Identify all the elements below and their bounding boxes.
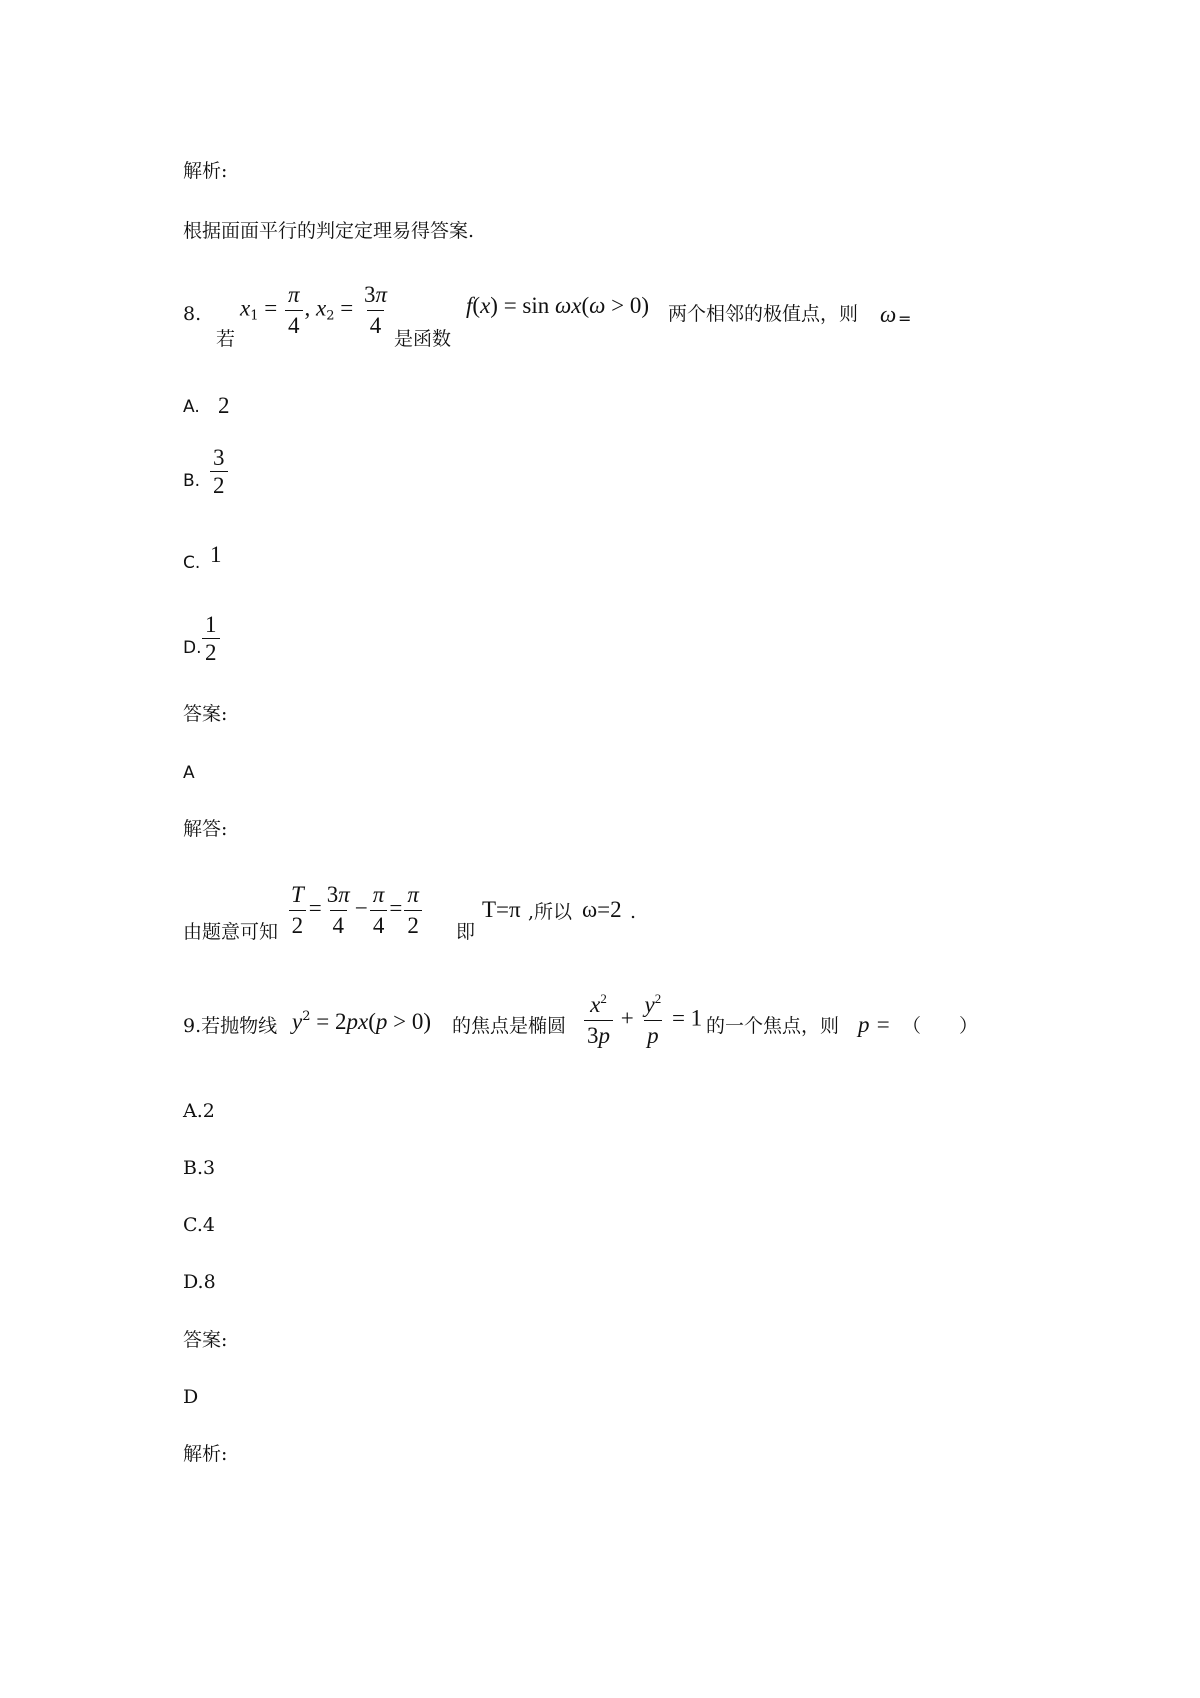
option-label: A.: [183, 397, 200, 417]
omega-value: ω=2: [582, 897, 622, 922]
solution-mid: ,所以: [528, 901, 573, 923]
option-value: 2: [218, 393, 230, 418]
option-d: D.8: [183, 1271, 216, 1293]
question-number: 8.: [183, 303, 202, 325]
omega-symbol: ω: [880, 302, 897, 327]
option-b: B.3: [183, 1157, 216, 1179]
option-value: 1: [210, 542, 222, 567]
solution-end: .: [630, 901, 637, 923]
analysis-label: 解析:: [183, 1443, 228, 1465]
answer-value: A: [183, 763, 195, 783]
formula-period: $\frac{T}{2}$ = $\frac{3\pi}{4}$ − $\frac{\pi}{4}$ = $\frac{\pi}{2}$: [286, 882, 424, 940]
analysis-text: 根据面面平行的判定定理易得答案.: [183, 220, 475, 242]
question-9-mid2: 的一个焦点，则: [706, 1015, 840, 1037]
solution-label: 解答:: [183, 818, 228, 840]
formula-x1-x2: $x_1$ = $\frac{\pi}{4}$ , $x_2$ = $\frac{3\pi}{4}$: [240, 282, 388, 339]
option-label: C.: [183, 553, 201, 573]
option-label: D.: [183, 638, 202, 658]
option-c: C.4: [183, 1214, 215, 1236]
question-9-prefix: 9.若抛物线: [183, 1015, 278, 1037]
option-a: A.2: [183, 1100, 215, 1122]
option-fraction: $\frac{1}{2}$: [202, 613, 220, 664]
analysis-label: 解析:: [183, 160, 228, 182]
p-equals: p =: [858, 1012, 891, 1037]
formula-ellipse: $\frac{x^2}{3p}$ + $\frac{y^2}{p}$ = 1: [582, 992, 702, 1050]
answer-value: D: [183, 1386, 199, 1408]
formula-f-sin: f(x) = sin ωx(ω > 0): [466, 293, 650, 318]
answer-label: 答案:: [183, 703, 228, 725]
solution-ji: 即: [456, 921, 476, 943]
answer-label: 答案:: [183, 1329, 228, 1351]
question-9-mid1: 的焦点是椭圆: [452, 1015, 567, 1037]
question-word-function: 是函数: [394, 328, 452, 350]
solution-prefix: 由题意可知: [183, 921, 279, 943]
answer-paren: （ ）: [902, 1015, 979, 1037]
question-word-if: 若: [216, 328, 236, 350]
option-label: B.: [183, 471, 201, 491]
equals-sign: =: [898, 309, 912, 328]
formula-parabola: $y^2 = 2px(p > 0)$: [292, 1009, 432, 1034]
period-value: T=π: [482, 897, 521, 922]
question-text-after: 两个相邻的极值点，则: [668, 303, 859, 325]
option-fraction: $\frac{3}{2}$: [210, 446, 228, 497]
